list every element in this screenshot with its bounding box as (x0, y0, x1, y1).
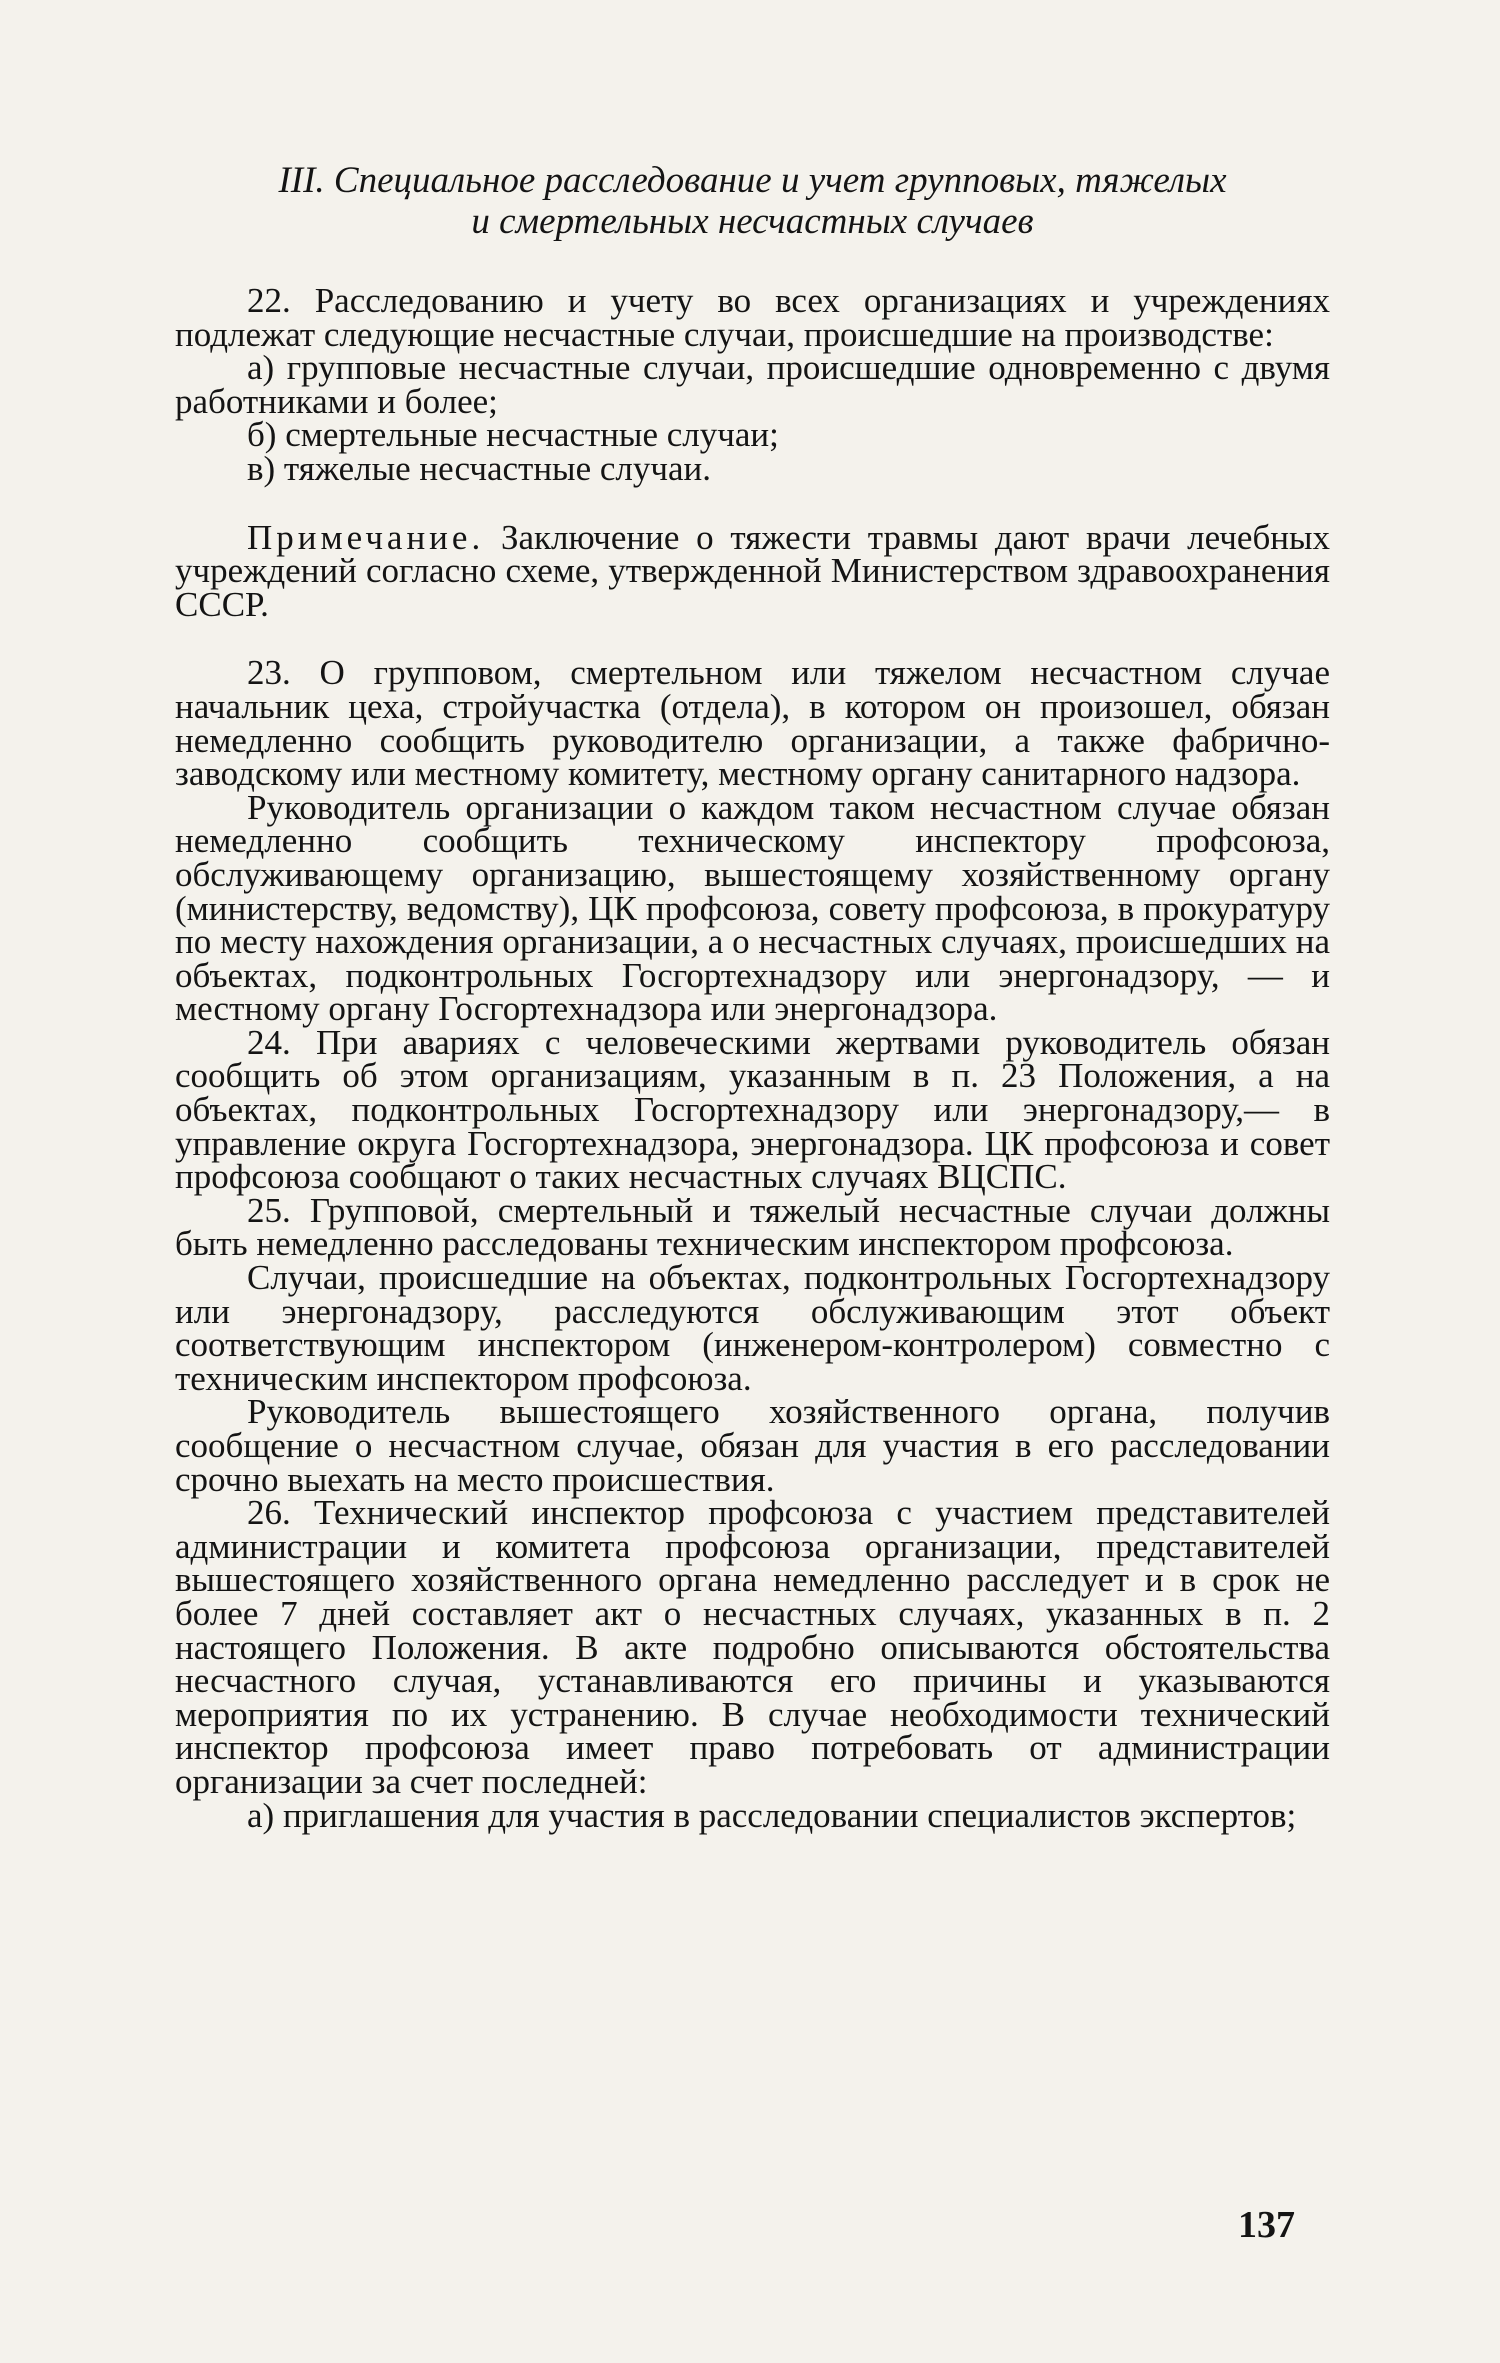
paragraph-26: 26. Технический инспектор профсоюза с участием представителей администрации и комитета профсоюза организации, представителей вышестоящего хозяйственного органа немедленно расследует и в срок не более 7 дней составляет акт о несчастных случаях, указанных в п. 2 настоящего Положения. В акте подробно описываются обстоятельства несчастного случая, устанавливаются его причины и указываются мероприятия по их устранению. В случае необходимости технический инспектор профсоюза имеет право потребовать от администрации организации за счет последней: (175, 1493, 1330, 1801)
paragraph-22: 22. Расследованию и учету во всех организациях и учреждениях подлежат следующие несчастные случаи, происшедшие на производстве: (175, 281, 1330, 354)
paragraph-25-b: Случаи, происшедшие на объектах, подконтрольных Госгортехнадзору или энергонадзору, расследуются обслуживающим этот объект соответствующим инспектором (инженером-контролером) совместно с техническим инспектором профсоюза. (175, 1258, 1330, 1398)
document-page (175, 160, 1330, 1835)
body-text (175, 281, 1330, 1835)
paragraph-23: 23. О групповом, смертельном или тяжелом несчастном случае начальник цеха, стройучастка (отдела), в котором он произошел, обязан немедленно сообщить руководителю организации, а также фабрично-заводскому или местному комитету, местному органу санитарного надзора. (175, 653, 1330, 794)
note-label: Примечание. (247, 517, 485, 557)
note-text: Заключение о тяжести травмы дают врачи лечебных учреждений согласно схеме, утвержденной Министерством здравоохранения СССР. (175, 517, 1330, 624)
section-heading-line-2: и смертельных несчастных случаев (471, 201, 1034, 242)
note-paragraph (175, 517, 1330, 624)
paragraph-23-b: Руководитель организации о каждом таком несчастном случае обязан немедленно сообщить техническому инспектору профсоюза, обслуживающему организацию, вышестоящему хозяйственному органу (министерству, ведомству), ЦК профсоюза, совету профсоюза, в прокуратуру по месту нахождения организации, а о несчастных случаях, происшедших на объектах, подконтрольных Госгортехнадзору или энергонадзору, — и местному органу Госгортехнадзора или энергонадзора. (175, 787, 1330, 1029)
paragraph-22-a: а) групповые несчастные случаи, происшедшие одновременно с двумя работниками и более; (175, 348, 1330, 421)
section-heading-line-1: III. Специальное расследование и учет групповых, тяжелых (278, 160, 1227, 201)
paragraph-26-a: а) приглашения для участия в расследовании специалистов экспертов; (247, 1795, 1297, 1835)
paragraph-24: 24. При авариях с человеческими жертвами руководитель обязан сообщить об этом организациям, указанным в п. 23 Положения, а на объектах, подконтрольных Госгортехнадзору или энергонадзору,— в управление округа Госгортехнадзора, энергонадзора. ЦК профсоюза и совет профсоюза сообщают о таких несчастных случаях ВЦСПС. (175, 1022, 1330, 1197)
paragraph-25: 25. Групповой, смертельный и тяжелый несчастные случаи должны быть немедленно расследованы техническим инспектором профсоюза. (175, 1190, 1330, 1264)
page-number: 137 (1238, 2204, 1295, 2246)
section-heading (175, 160, 1330, 242)
paragraph-22-b: б) смертельные несчастные случаи; (247, 415, 779, 455)
paragraph-22-c: в) тяжелые несчастные случаи. (247, 448, 711, 488)
paragraph-25-c: Руководитель вышестоящего хозяйственного органа, получив сообщение о несчастном случае, обязан для участия в его расследовании срочно выехать на место происшествия. (175, 1392, 1330, 1499)
